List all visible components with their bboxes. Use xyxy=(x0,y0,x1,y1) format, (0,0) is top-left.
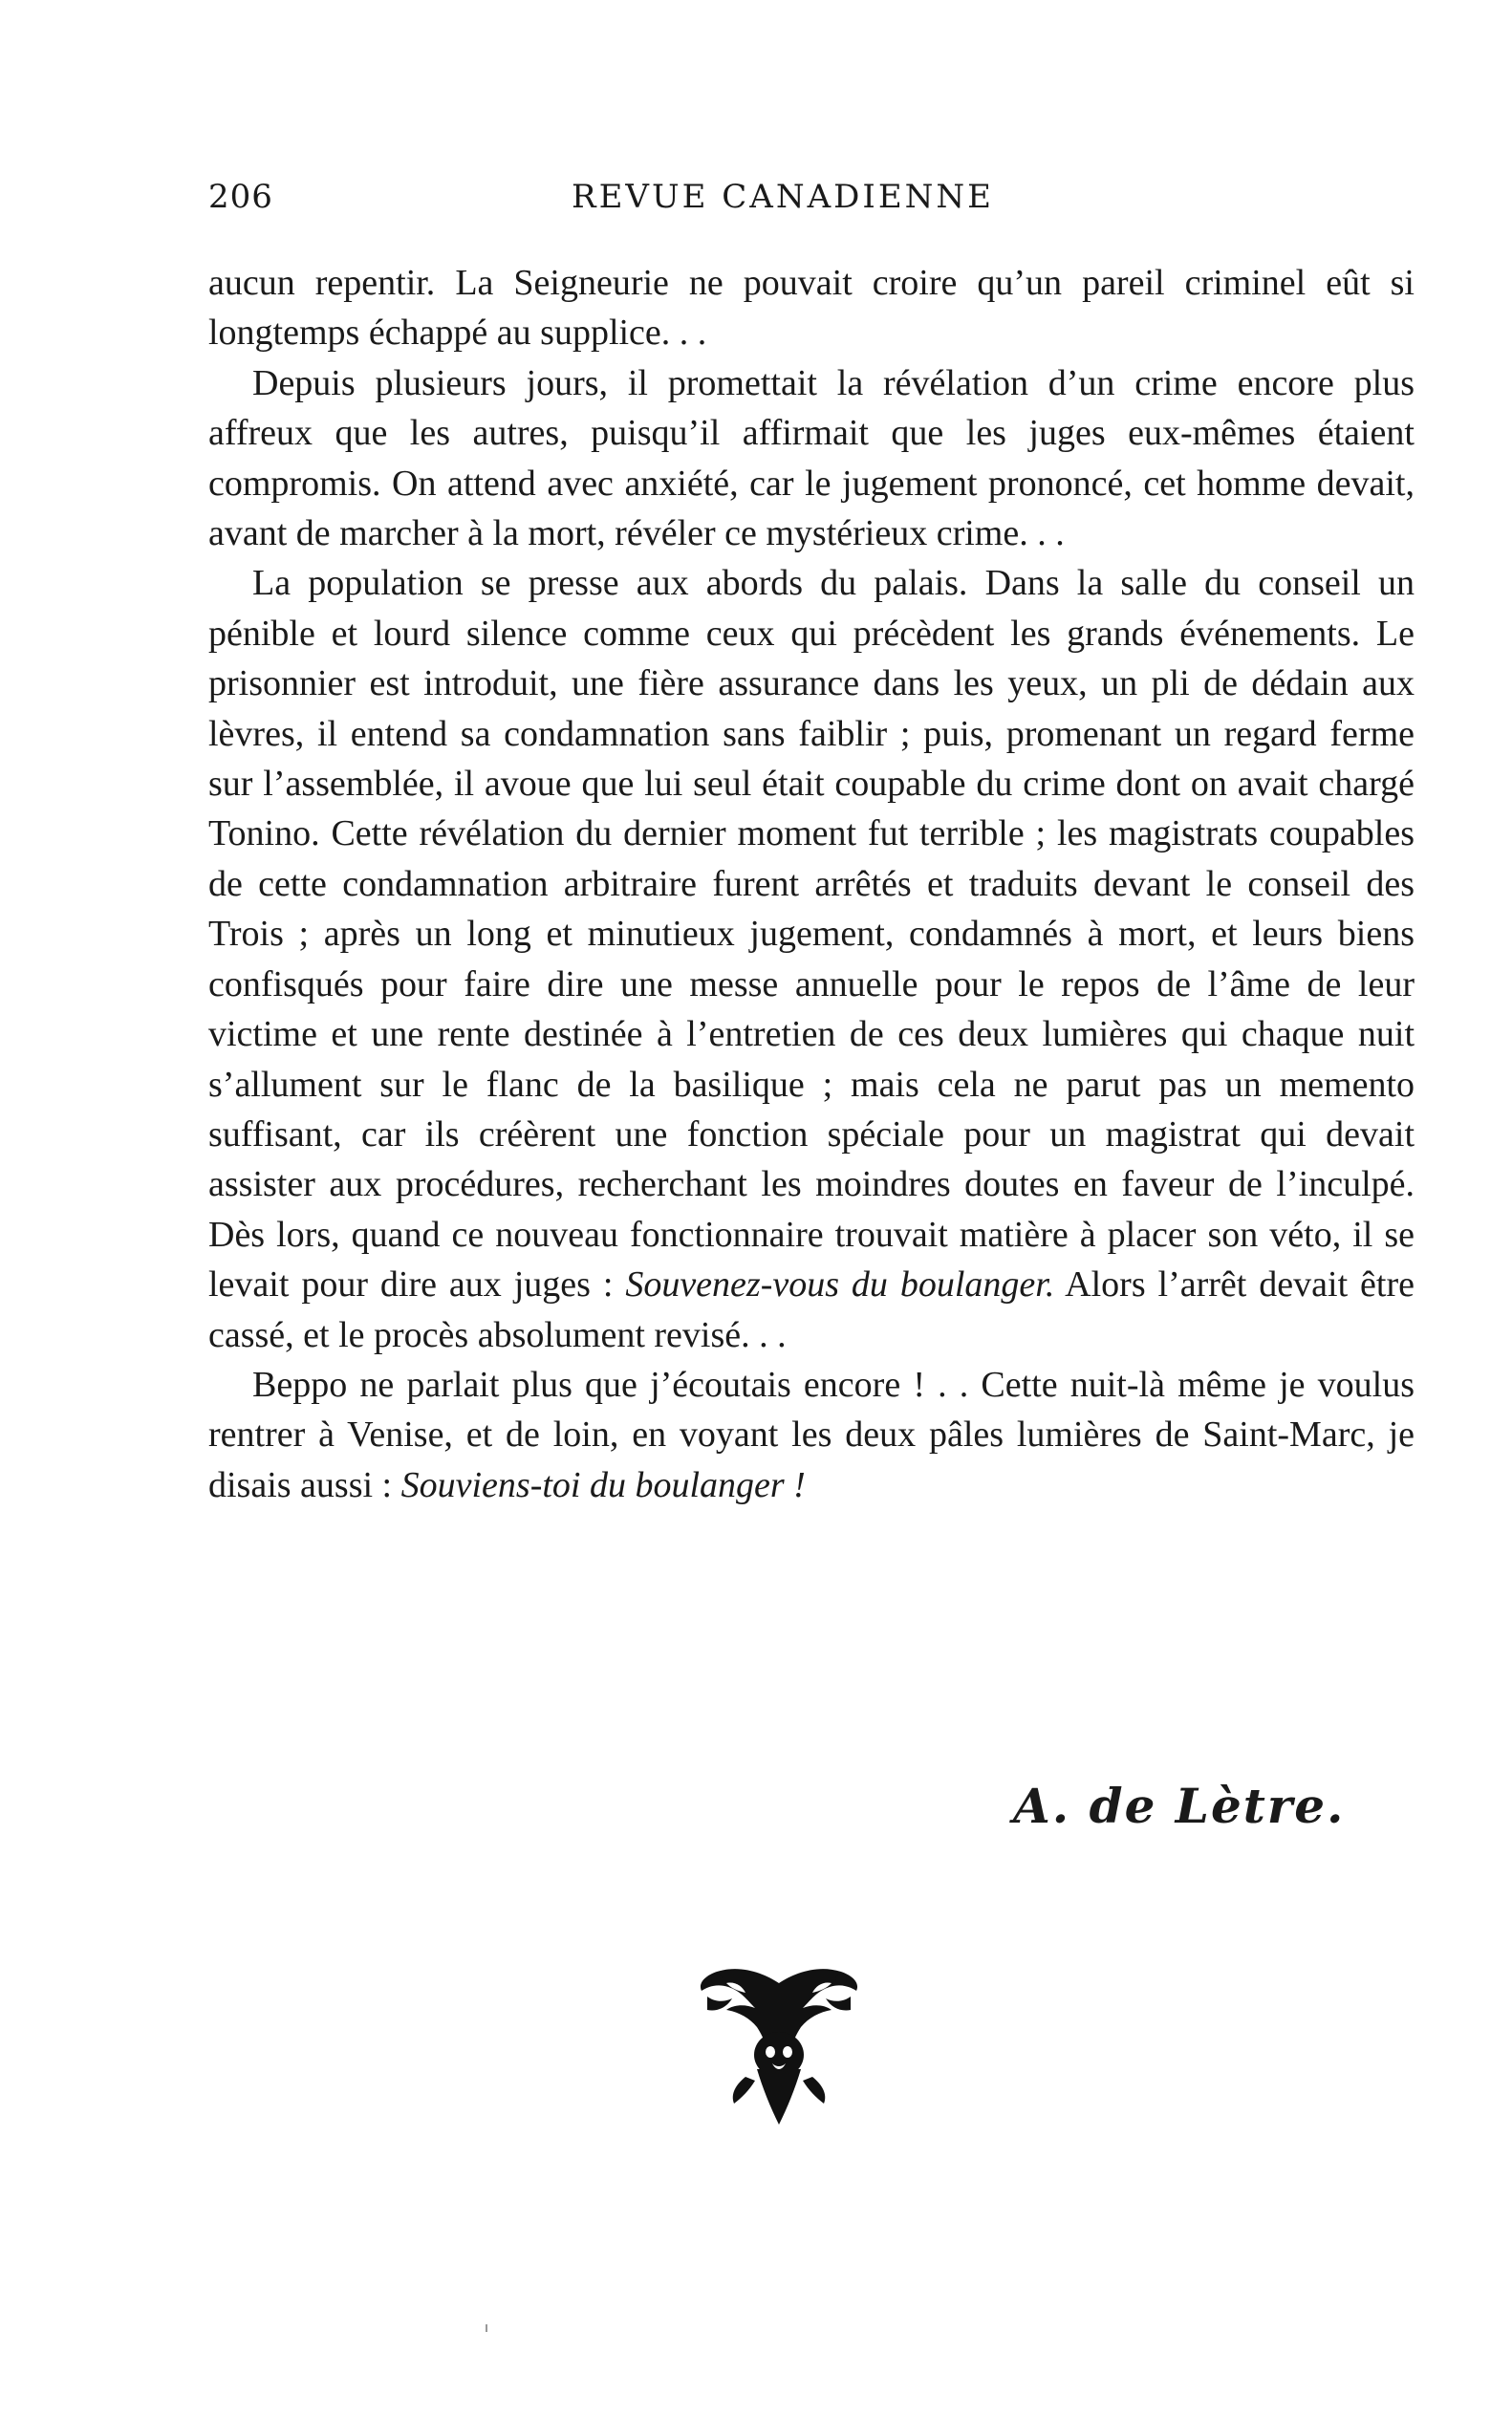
paragraph-text: Alors l’arrêt devait être cassé, et le procès absolument revisé. . . xyxy=(208,1264,1415,1355)
article-body xyxy=(208,258,1415,1510)
paragraph-text: La population se presse aux abords du palais. Dans la salle du conseil un pénible et lourd silence comme ceux qui précèdent les grands événements. Le prisonnier est introduit, une fière assurance dans les yeux, un pli de dédain aux lèvres, il entend sa condamnation sans faiblir ; puis, promenant un regard ferme sur l’assemblée, il avoue que lui seul était coupable du crime dont on avait chargé Tonino. Cette révélation du dernier moment fut terrible ; les magistrats coupables de cette condamnation arbitraire furent arrêtés et traduits devant le conseil des Trois ; après un long et minutieux jugement, condamnés à mort, et leurs biens confisqués pour faire dire une messe annuelle pour le repos de l’âme de leur victime et une rente destinée à l’entretien de ces deux lumières qui chaque nuit s’allument sur le flanc de la basilique ; mais cela ne parut pas un memento suffisant, car ils créèrent une fonction spéciale pour un magistrat qui devait assister aux procédures, recherchant les moindres doutes en faveur de l’inculpé. Dès lors, quand ce nouveau fonctionnaire trouvait matière à placer son véto, il se levait pour dire aux juges : xyxy=(208,563,1415,1306)
paragraph xyxy=(208,558,1415,1360)
running-head xyxy=(208,178,1413,226)
paragraph-text: Beppo ne parlait plus que j’écoutais encore ! . . Cette nuit-là même je voulus rentrer à Venise, et de loin, en voyant les deux pâles lumières de Saint-Marc, je disais aussi : xyxy=(208,1364,1415,1505)
running-title: REVUE CANADIENNE xyxy=(572,178,994,216)
italic-quote: Souviens-toi du boulanger ! xyxy=(400,1464,806,1505)
page-speck xyxy=(486,2324,487,2332)
author-signature: A. de Lètre. xyxy=(1013,1778,1346,1834)
italic-quote: Souvenez-vous du boulanger. xyxy=(625,1264,1055,1306)
fleuron-ornament-icon xyxy=(688,1954,870,2136)
paragraph xyxy=(208,358,1415,559)
paragraph-text: Depuis plusieurs jours, il promettait la révélation d’un crime encore plus affreux que les autres, puisqu’il affirmait que les juges eux-mêmes étaient compromis. On attend avec anxiété, car le jugement prononcé, cet homme devait, avant de marcher à la mort, révéler ce mystérieux crime. . . xyxy=(208,362,1415,554)
paragraph xyxy=(208,1360,1415,1510)
paragraph xyxy=(208,258,1415,358)
page-number: 206 xyxy=(208,178,273,216)
paragraph-text: aucun repentir. La Seigneurie ne pouvait croire qu’un pareil criminel eût si longtemps échappé au supplice. . . xyxy=(208,263,1415,354)
